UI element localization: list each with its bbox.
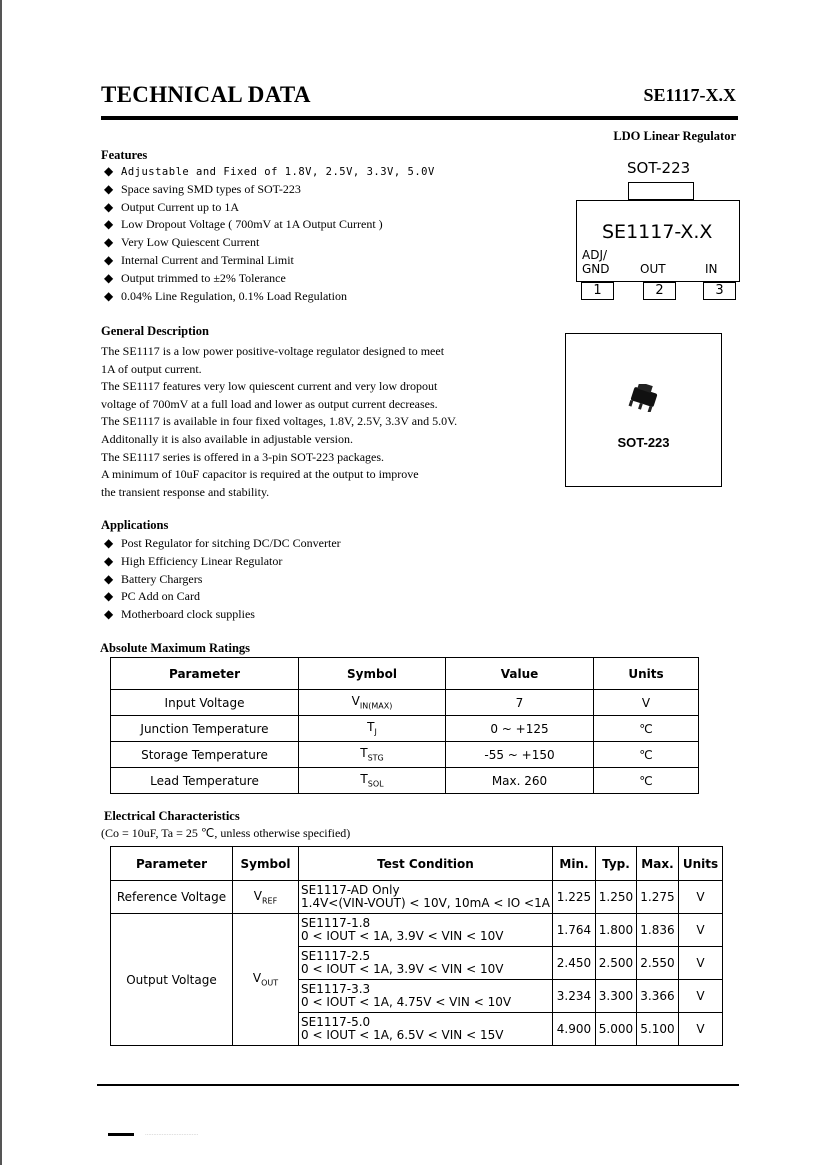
footer-logo-bar [108,1133,134,1136]
column-header: Symbol [233,847,299,881]
electrical-table [110,846,723,1046]
applications-list [104,535,341,624]
document-title: TECHNICAL DATA [101,82,311,107]
package-photo [565,333,722,487]
part-number: SE1117-X.X [643,85,736,105]
list-item: ◆ Low Dropout Voltage ( 700mV at 1A Output Current ) [104,216,435,234]
document-subtitle: LDO Linear Regulator [613,129,736,143]
table-header-row [111,847,723,881]
diamond-bullet-icon: ◆ [104,235,114,250]
features-list [104,163,435,305]
package-diagram-label: SOT-223 [627,159,691,177]
list-item: ◆ Output Current up to 1A [104,199,435,217]
diamond-bullet-icon: ◆ [104,181,114,196]
list-item: ◆ Space saving SMD types of SOT-223 [104,181,435,199]
list-item: ◆ Internal Current and Terminal Limit [104,252,435,270]
table-row: SE1117-2.5 0 < IOUT < 1A, 3.9V < VIN < 10V 2.450 2.500 2.550 V [111,947,723,980]
pin-1-number: 1 [581,282,614,300]
pin-2-number: 2 [643,282,676,300]
package-part-name: SE1117-X.X [602,221,713,243]
list-item: ◆ Post Regulator for sitching DC/DC Converter [104,535,341,553]
diamond-bullet-icon: ◆ [104,252,114,267]
column-header: Units [678,847,722,881]
pin-2-label: OUT [640,262,666,276]
diamond-bullet-icon: ◆ [104,270,114,285]
diamond-bullet-icon: ◆ [104,199,114,214]
list-item: ◆ Motherboard clock supplies [104,606,341,624]
column-header: Parameter [111,847,233,881]
list-item: ◆ Adjustable and Fixed of 1.8V, 2.5V, 3.3V, 5.0V [104,163,435,181]
column-header: Test Condition [299,847,553,881]
diamond-bullet-icon: ◆ [104,607,114,622]
applications-heading: Applications [101,518,169,532]
header-rule [101,116,738,120]
column-header: Value [446,658,594,690]
general-description-text: The SE1117 is a low power positive-voltage regulator designed to meet 1A of output current. The SE1117 features very low quiescent current and very low dropout voltage of 700mV at a full load and lower as output current decreases. The SE1117 is available in four fixed voltages, 1.8V, 2.5V, 3.3V and 5.0V. Additonally it is also available in adjustable version. The SE1117 series is offered in a 3-pin SOT-223 packages. A minimum of 10uF capacitor is required at the output to improve the transient response and stability. [101,344,458,499]
diamond-bullet-icon: ◆ [104,288,114,303]
diamond-bullet-icon: ◆ [104,589,114,604]
table-row: Lead Temperature $T_{SOL}$ Max. 260 ℃ [111,768,699,794]
abs-max-table [110,657,699,794]
list-item: ◆ High Efficiency Linear Regulator [104,553,341,571]
column-header: Parameter [111,658,299,690]
list-item: ◆ PC Add on Card [104,588,341,606]
page-left-border [0,0,2,1165]
table-row: SE1117-3.3 0 < IOUT < 1A, 4.75V < VIN < 10V 3.234 3.300 3.366 V [111,980,723,1013]
features-heading: Features [101,148,148,162]
diamond-bullet-icon: ◆ [104,164,114,178]
pin-1-label: ADJ/ GND [582,248,610,276]
table-row: Input Voltage $V_{IN(MAX)}$ 7 V [111,690,699,716]
chip-icon [626,384,662,412]
diamond-bullet-icon: ◆ [104,571,114,586]
table-row: Storage Temperature $T_{STG}$ -55 ~ +150 ℃ [111,742,699,768]
electrical-heading: Electrical Characteristics [104,809,240,823]
footer-rule [97,1084,739,1086]
diamond-bullet-icon: ◆ [104,217,114,232]
list-item: ◆ Battery Chargers [104,571,341,589]
table-row: Junction Temperature $T_J$ 0 ~ +125 ℃ [111,716,699,742]
list-item: ◆ 0.04% Line Regulation, 0.1% Load Regulation [104,288,435,306]
table-header-row [111,658,699,690]
package-photo-label: SOT-223 [617,435,670,450]
general-description-heading: General Description [101,324,209,338]
footer-faint-text: ................................ [145,1131,199,1137]
column-header: Typ. [595,847,636,881]
list-item: ◆ Very Low Quiescent Current [104,234,435,252]
pin-3-label: IN [705,262,718,276]
column-header: Min. [552,847,595,881]
column-header: Symbol [299,658,446,690]
package-tab [628,182,694,200]
diamond-bullet-icon: ◆ [104,536,114,550]
table-row: Output Voltage $V_{OUT}$ SE1117-1.8 0 < IOUT < 1A, 3.9V < VIN < 10V 1.764 1.800 1.836 V [111,914,723,947]
table-row: SE1117-5.0 0 < IOUT < 1A, 6.5V < VIN < 15V 4.900 5.000 5.100 V [111,1013,723,1046]
diamond-bullet-icon: ◆ [104,553,114,568]
column-header: Units [594,658,699,690]
table-row: Reference Voltage $V_{REF}$ SE1117-AD Only 1.4V<(VIN-VOUT) < 10V, 10mA < IO <1A 1.225 1.250 1.275 V [111,881,723,914]
electrical-conditions: (Co = 10uF, Ta = 25 ℃, unless otherwise specified) [101,826,351,840]
column-header: Max. [636,847,678,881]
pin-3-number: 3 [703,282,736,300]
list-item: ◆ Output trimmed to ±2% Tolerance [104,270,435,288]
abs-max-heading: Absolute Maximum Ratings [100,641,251,655]
